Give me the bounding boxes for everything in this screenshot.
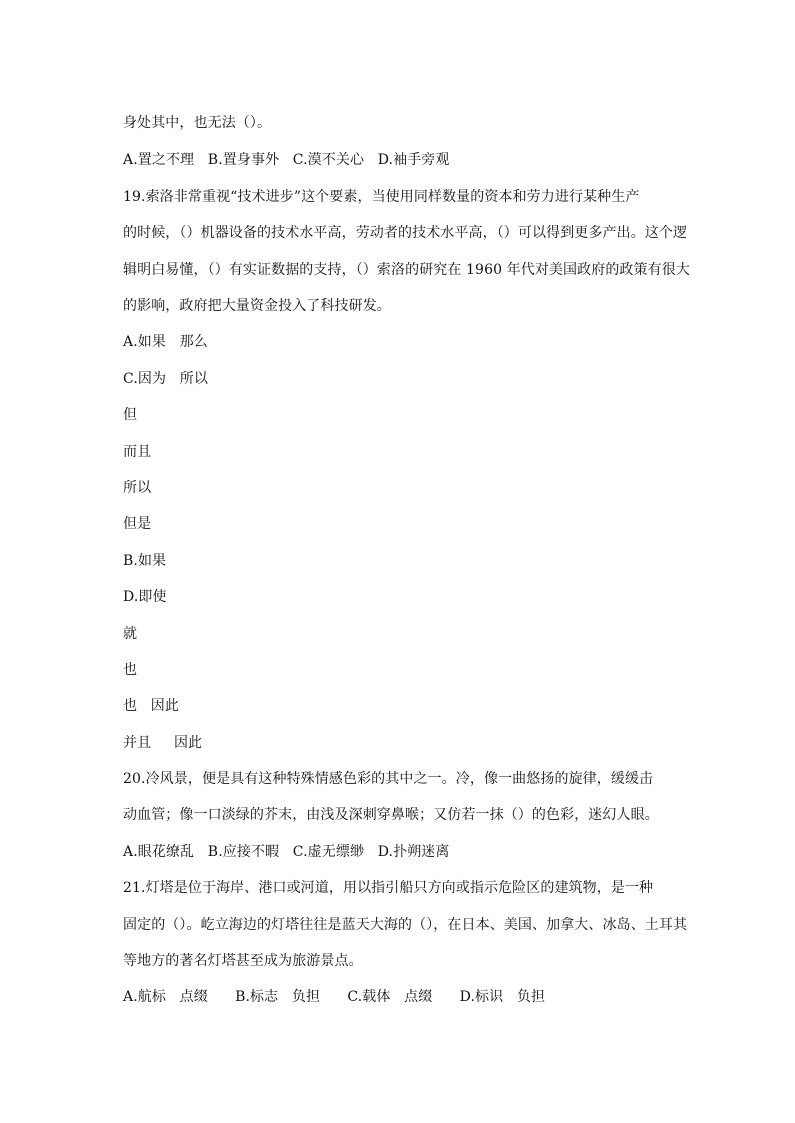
option-fragment: 而且 [123,444,152,460]
option-fragment: 但是 [123,516,152,532]
question-21-line-3: 等地方的著名灯塔甚至成为旅游景点。 [123,953,363,969]
question-19-line-3: 辑明白易懂，（）有实证数据的支持，（）索洛的研究在 1960 年代对美国政府的政策有很大 [123,262,690,278]
option-a: A.如果 那么 [123,334,208,350]
option-fragment: 并且 因此 [123,735,203,751]
option-fragment: 就 [123,626,138,642]
text-line-1: 身处其中，也无法（）。 [123,115,272,131]
question-21-line-2: 固定的（）。屹立海边的灯塔往往是蓝天大海的（），在日本、美国、加拿大、冰岛、土耳其 [123,917,688,933]
question-19-line-2: 的时候，（）机器设备的技术水平高，劳动者的技术水平高，（）可以得到更多产出。这个逻 [123,225,688,241]
question-20-line-2: 动血管；像一口淡绿的芥末，由浅及深刺穿鼻喉；又仿若一抹（）的色彩，迷幻人眼。 [123,807,659,823]
option-fragment: 也 [123,662,138,678]
option-c: C.因为 所以 [123,371,208,387]
question-19-line-4: 的影响，政府把大量资金投入了科技研发。 [123,298,391,314]
option-fragment: 也 因此 [123,698,179,714]
question-21-options: A.航标 点缀 B.标志 负担 C.载体 点缀 D.标识 负担 [123,989,546,1005]
question-19-line-1: 19.索洛非常重视“技术进步”这个要素，当使用同样数量的资本和劳力进行某种生产 [123,189,640,205]
option-b: B.如果 [123,553,167,569]
question-20-line-1: 20.冷风景，便是具有这种特殊情感色彩的其中之一。冷，像一曲悠扬的旋律，缓缓击 [123,771,654,787]
option-d: D.即使 [123,589,167,605]
question-21-line-1: 21.灯塔是位于海岸、港口或河道，用以指引船只方向或指示危险区的建筑物，是一种 [123,880,654,896]
option-fragment: 所以 [123,480,152,496]
question-18-options: A.置之不理 B.置身事外 C.漠不关心 D.袖手旁观 [123,152,450,168]
option-fragment: 但 [123,407,138,423]
question-20-options: A.眼花缭乱 B.应接不暇 C.虚无缥缈 D.扑朔迷离 [123,844,450,860]
